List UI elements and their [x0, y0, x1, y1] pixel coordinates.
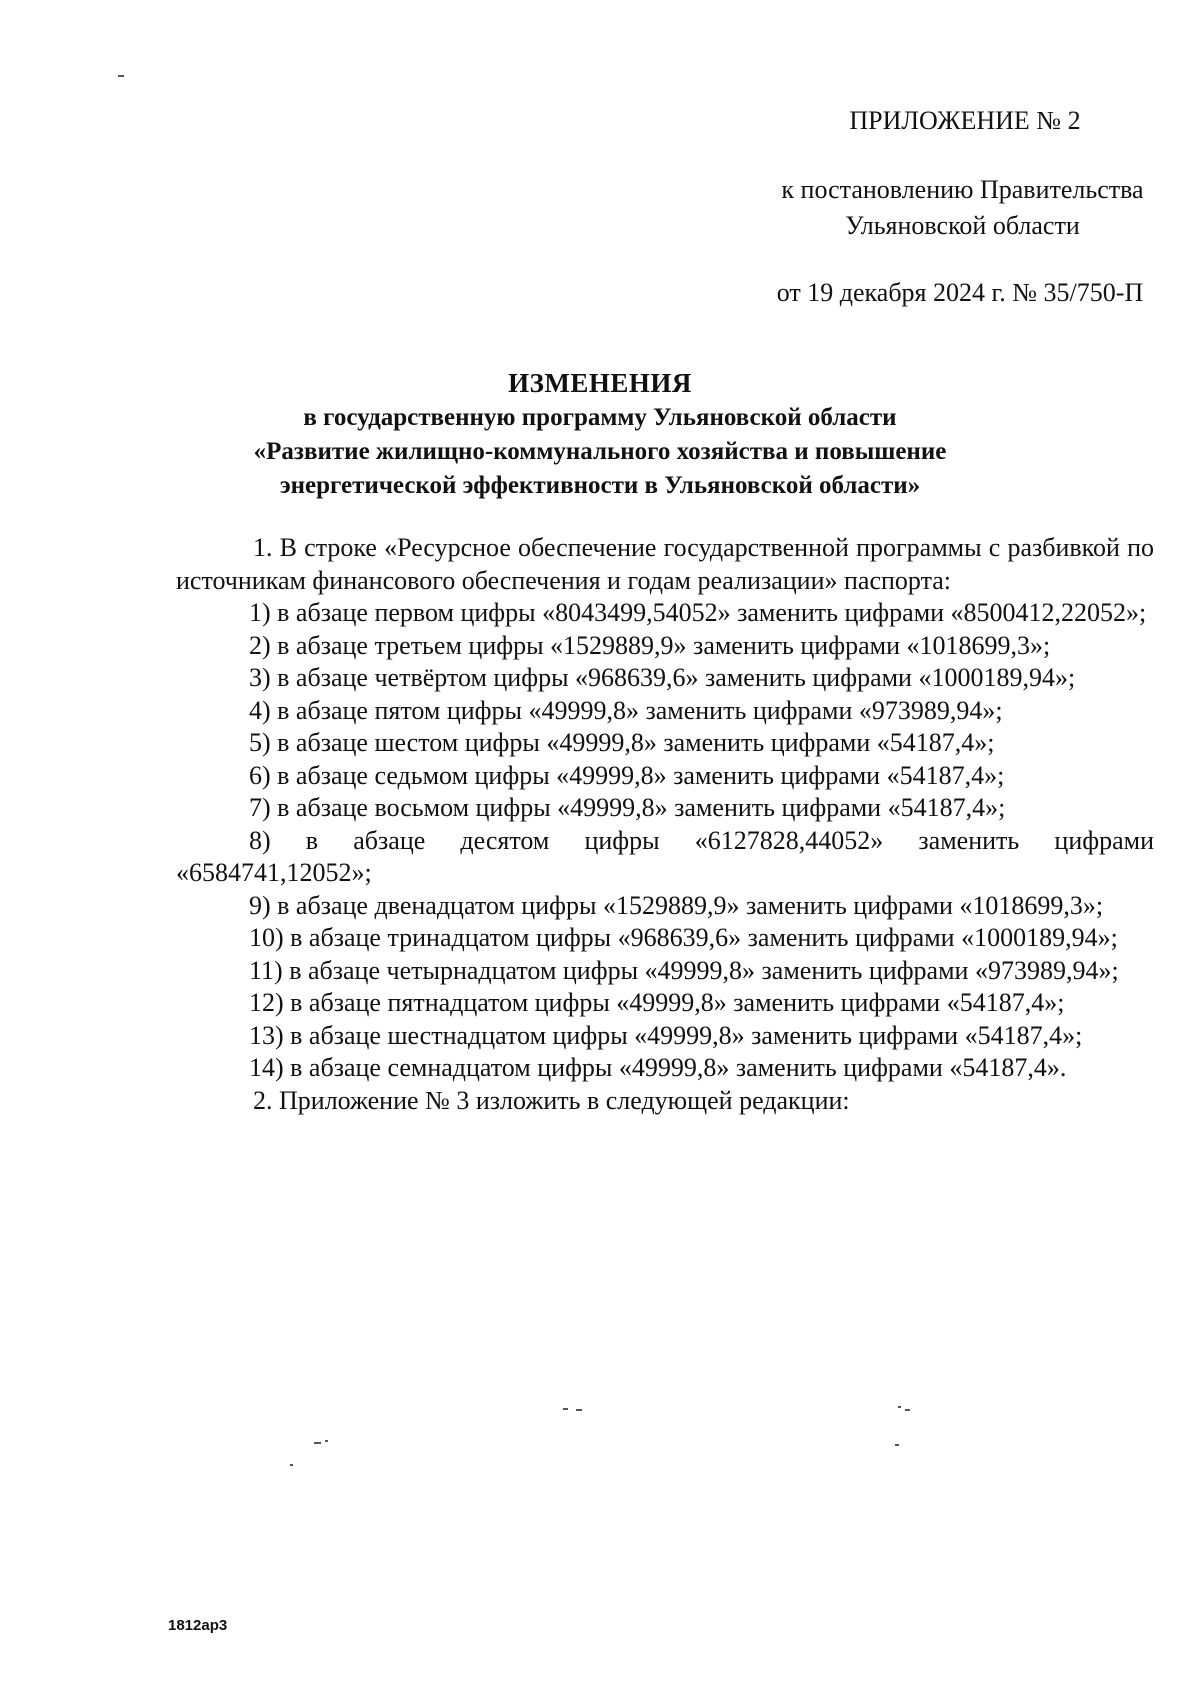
sub-item: 2) в абзаце третьем цифры «1529889,9» заменить цифрами «1018699,3»;	[249, 630, 1051, 660]
sub-item: 6) в абзаце седьмом цифры «49999,8» заменить цифрами «54187,4»;	[249, 760, 1005, 790]
title-line-3: энергетической эффективности в Ульяновской области»	[279, 472, 921, 499]
scan-mark	[576, 1409, 582, 1411]
sub-item: 9) в абзаце двенадцатом цифры «1529889,9» заменить цифрами «1018699,3»;	[249, 890, 1104, 920]
scan-mark	[314, 1442, 321, 1444]
resolution-reference	[755, 172, 1170, 244]
scan-mark	[563, 1408, 568, 1410]
scan-mark	[325, 1440, 328, 1442]
title-line-2: «Развитие жилищно-коммунального хозяйства и повышение	[253, 438, 947, 465]
document-body	[176, 532, 1154, 1117]
sub-item: 1) в абзаце первом цифры «8043499,54052» заменить цифрами «8500412,22052»;	[249, 598, 1147, 627]
sub-item: 4) в абзаце пятом цифры «49999,8» заменить цифрами «973989,94»;	[249, 695, 1003, 725]
sub-item: 10) в абзаце тринадцатом цифры «968639,6» заменить цифрами «1000189,94»;	[249, 923, 1118, 952]
sub-item: 5) в абзаце шестом цифры «49999,8» заменить цифрами «54187,4»;	[249, 728, 995, 757]
sub-item: 8) в абзаце десятом цифры «6127828,44052» заменить цифрами «6584741,12052»;	[176, 825, 1154, 887]
item-2: 2. Приложение № 3 изложить в следующей редакции:	[253, 1085, 850, 1115]
appendix-label: ПРИЛОЖЕНИЕ № 2	[849, 106, 1081, 135]
sub-item: 14) в абзаце семнадцатом цифры «49999,8» заменить цифрами «54187,4».	[249, 1053, 1067, 1082]
item-1: 1. В строке «Ресурсное обеспечение государственной программы с разбивкой по источникам финансового обеспечения и годам реализации» паспорта:	[176, 533, 1154, 595]
document-code: 1812ар3	[168, 1617, 228, 1634]
sub-item: 12) в абзаце пятнадцатом цифры «49999,8» заменить цифрами «54187,4»;	[249, 988, 1065, 1017]
sub-item: 3) в абзаце четвёртом цифры «968639,6» заменить цифрами «1000189,94»;	[249, 663, 1076, 692]
scan-mark	[898, 1406, 901, 1408]
scan-mark	[290, 1464, 293, 1466]
sub-item: 7) в абзаце восьмом цифры «49999,8» заменить цифрами «54187,4»;	[249, 793, 1006, 822]
sub-item: 11) в абзаце четырнадцатом цифры «49999,8» заменить цифрами «973989,94»;	[249, 955, 1119, 985]
title-main: ИЗМЕНЕНИЯ	[508, 368, 692, 398]
title-line-1: в государственную программу Ульяновской области	[303, 404, 897, 431]
resolution-reference-line-2: Ульяновской области	[845, 211, 1080, 240]
sub-item: 13) в абзаце шестнадцатом цифры «49999,8» заменить цифрами «54187,4»;	[249, 1020, 1083, 1050]
scan-mark	[118, 75, 124, 77]
scan-mark	[905, 1409, 910, 1411]
resolution-reference-line-1: к постановлению Правительства	[781, 175, 1144, 204]
scan-mark	[895, 1444, 899, 1446]
resolution-date: от 19 декабря 2024 г. № 35/750-П	[776, 278, 1144, 307]
document-title	[150, 365, 1050, 503]
